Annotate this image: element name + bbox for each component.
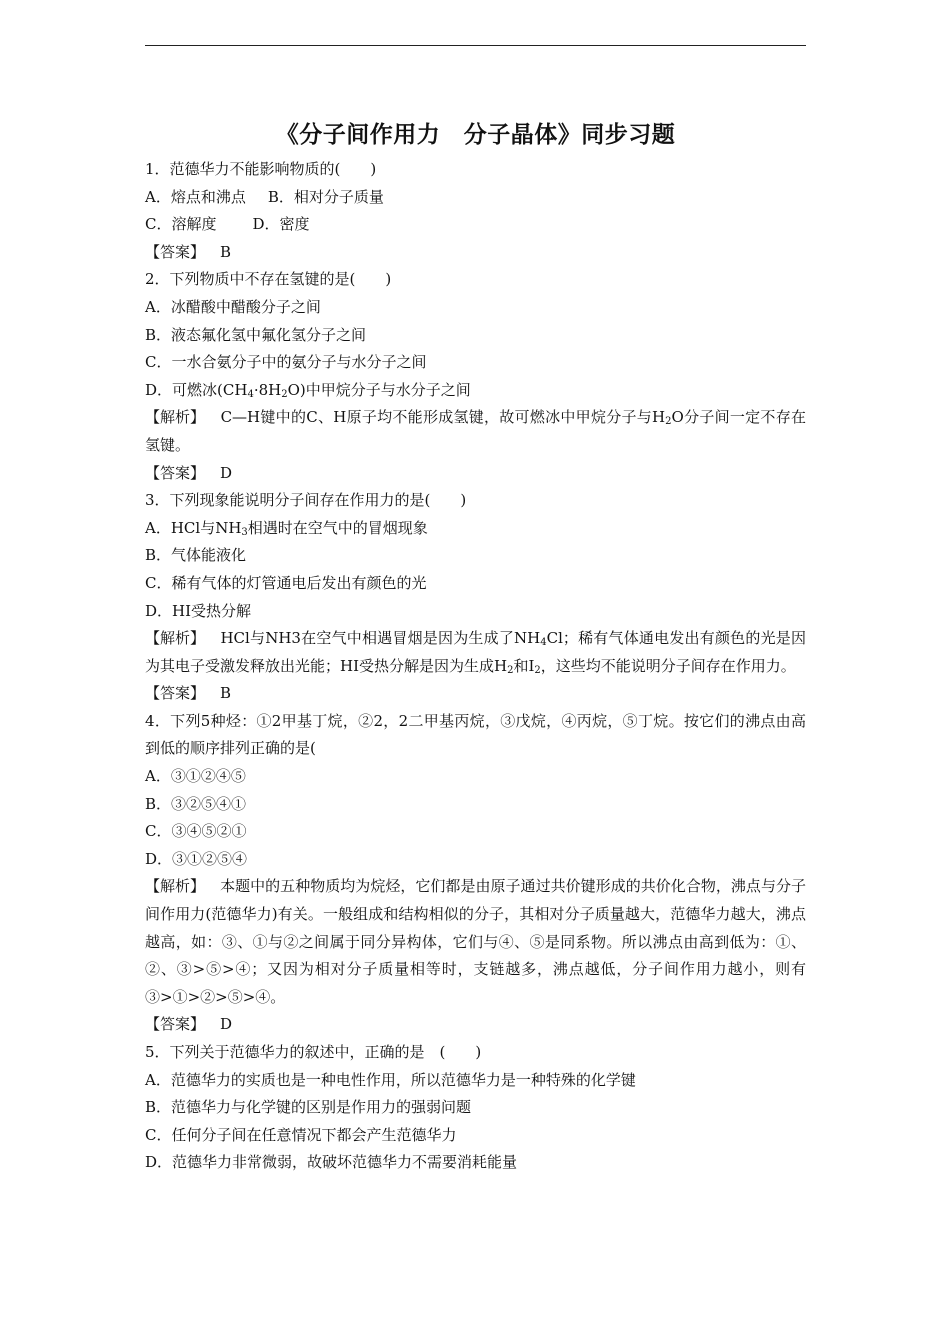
q4-stem: 4．下列5种烃：①2甲基丁烷，②2，2二甲基丙烷，③戊烷，④丙烷，⑤丁烷。按它们的沸点由高到低的顺序排列正确的是(: [145, 711, 806, 758]
q2-answer: [145, 460, 806, 488]
q5-option-d: D．范德华力非常微弱，故破坏范德华力不需要消耗能量: [145, 1153, 518, 1172]
q5-option-c: C．任何分子间在任意情况下都会产生范德华力: [145, 1125, 457, 1144]
q1-options-ab: [145, 184, 806, 212]
q5-option-a: A．范德华力的实质也是一种电性作用，所以范德华力是一种特殊的化学键: [145, 1070, 636, 1089]
q1-option-a: A．熔点和沸点: [145, 187, 246, 206]
q2-option-d-text: D．可燃冰(CH: [145, 380, 248, 399]
q1-option-c: C．溶解度: [145, 215, 217, 234]
question-list: [145, 156, 806, 1177]
q2-option-a: A．冰醋酸中醋酸分子之间: [145, 297, 321, 316]
q2-option-d-text: O)中甲烷分子与水分子之间: [287, 380, 471, 399]
q4-option-d: D．③①②⑤④: [145, 849, 248, 868]
q3-explanation-text: ，这些均不能说明分子间存在作用力。: [540, 656, 796, 675]
q2-explanation-text: O分子间一定不存在氢键。: [145, 408, 806, 454]
q1-option-d: D．密度: [252, 215, 310, 234]
q3-explanation-text: 和I: [513, 656, 535, 675]
q3-option-d: D．HI受热分解: [145, 601, 252, 620]
q2-option-d-text: ·8H: [253, 380, 282, 399]
q5-stem: 5．下列关于范德华力的叙述中，正确的是 ( ): [145, 1043, 482, 1061]
subscript: 2: [281, 388, 288, 400]
q5-option-b: B．范德华力与化学键的区别是作用力的强弱问题: [145, 1098, 472, 1117]
q3-option-b: B．气体能液化: [145, 546, 247, 565]
q2-answer-value: D: [220, 463, 233, 482]
subscript: 4: [540, 637, 547, 649]
q3-option-c: C．稀有气体的灯管通电后发出有颜色的光: [145, 573, 427, 592]
q1-answer: [145, 239, 806, 267]
subscript: 2: [665, 416, 672, 428]
explanation-label: 【解析】: [145, 408, 206, 427]
q4-explanation-text: 本题中的五种物质均为烷烃，它们都是由原子通过共价键形成的共价化合物，沸点与分子间作用力(范德华力)有关。一般组成和结构相似的分子，其相对分子质量越大，范德华力越大，沸点越高，如：③、①与②之间属于同分异构体，它们与④、⑤是同系物。所以沸点由高到低为：①、②、③>⑤>④；又因为相对分子质量相等时，支链越多，沸点越低，分子间作用力越小，则有③>①>②>⑤>④。: [145, 877, 806, 1006]
q3-answer: [145, 680, 806, 708]
q3-explanation: [145, 625, 806, 680]
explanation-label: 【解析】: [145, 629, 206, 648]
answer-label: 【答案】: [145, 684, 206, 703]
q1-option-b: B．相对分子质量: [267, 187, 384, 206]
q4-explanation: [145, 873, 806, 1011]
explanation-label: 【解析】: [145, 877, 206, 896]
subscript: 3: [241, 526, 248, 538]
subscript: 4: [247, 388, 254, 400]
q4-answer-value: D: [220, 1015, 233, 1034]
q1-options-cd: [145, 211, 806, 239]
header-rule: [145, 45, 806, 46]
q3-answer-value: B: [220, 684, 232, 703]
q3-stem: 3．下列现象能说明分子间存在作用力的是( ): [145, 491, 467, 510]
q1-answer-value: B: [220, 242, 232, 261]
q2-option-b: B．液态氟化氢中氟化氢分子之间: [145, 325, 367, 344]
subscript: 2: [534, 664, 541, 676]
q4-option-c: C．③④⑤②①: [145, 822, 247, 841]
answer-label: 【答案】: [145, 242, 206, 261]
q3-option-a: [145, 515, 806, 543]
q4-option-b: B．③②⑤④①: [145, 794, 247, 813]
q3-explanation-text: Cl；稀有气体通电发出有颜色的光是因为其电子受激发释放出光能；HI受热分解是因为生成H: [145, 629, 806, 675]
q4-option-a: A．③①②④⑤: [145, 767, 246, 786]
q2-explanation-text: C—H键中的C、H原子均不能形成氢键，故可燃冰中甲烷分子与H: [220, 408, 666, 427]
q3-option-a-text: A．HCl与NH: [145, 518, 242, 537]
q2-stem: 2．下列物质中不存在氢键的是( ): [145, 270, 392, 289]
q2-option-d: [145, 377, 806, 405]
answer-label: 【答案】: [145, 463, 206, 482]
q1-stem: 1．范德华力不能影响物质的( ): [145, 160, 377, 178]
q2-explanation: [145, 404, 806, 459]
q3-option-a-text: 相遇时在空气中的冒烟现象: [247, 518, 428, 537]
q4-answer: [145, 1011, 806, 1039]
page-title: 《分子间作用力 分子晶体》同步习题: [275, 122, 676, 148]
q2-option-c: C．一水合氨分子中的氨分子与水分子之间: [145, 353, 427, 372]
subscript: 2: [507, 664, 514, 676]
q3-explanation-text: HCl与NH3在空气中相遇冒烟是因为生成了NH: [220, 629, 541, 648]
answer-label: 【答案】: [145, 1015, 206, 1034]
